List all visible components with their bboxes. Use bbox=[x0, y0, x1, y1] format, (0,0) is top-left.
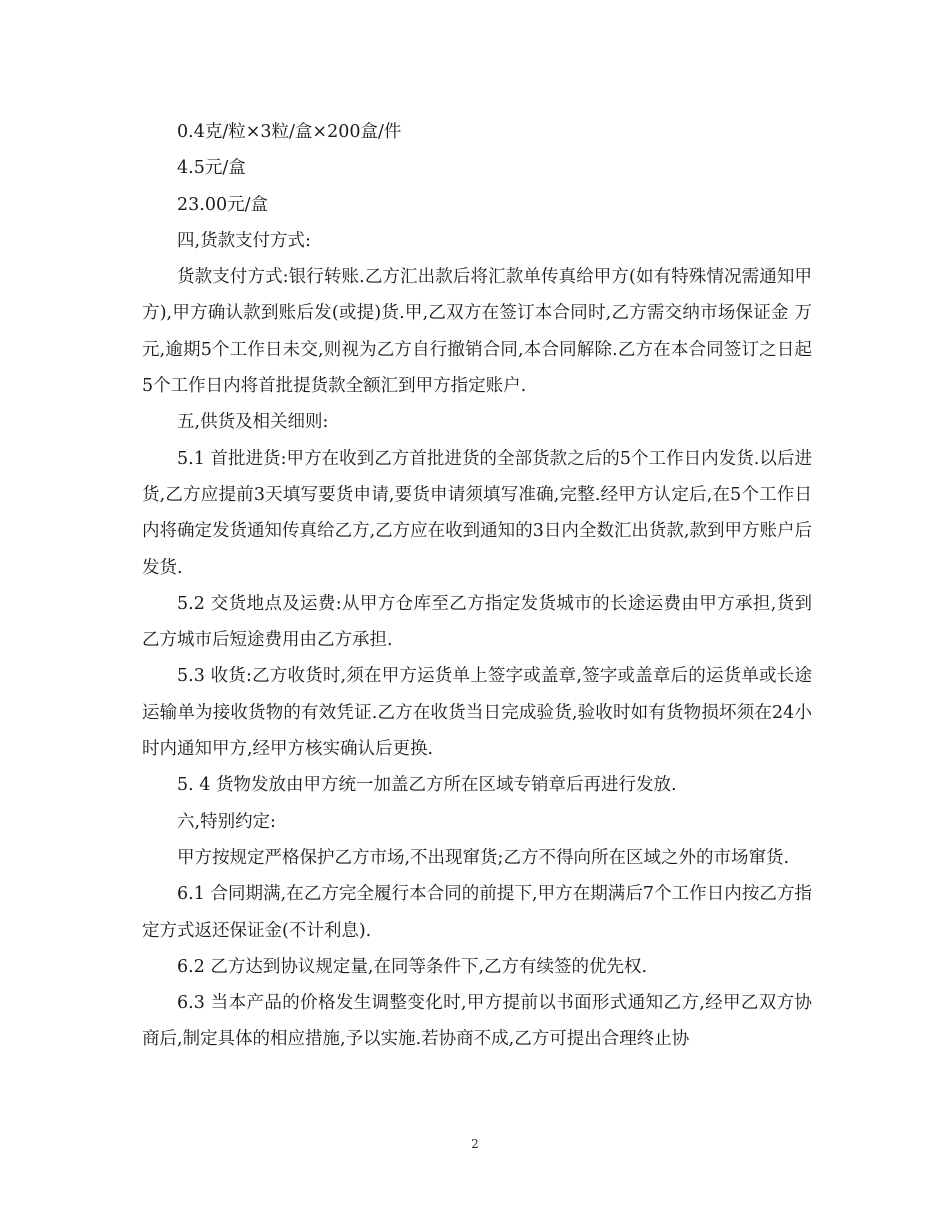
clause: 6.3 当本产品的价格发生调整变化时,甲方提前以书面形式通知乙方,经甲乙双方协商后,制定具体的相应措施,予以实施.若协商不成,乙方可提出合理终止协 bbox=[142, 993, 812, 1050]
clause: 5. 4 货物发放由甲方统一加盖乙方所在区域专销章后再进行发放. bbox=[177, 775, 677, 796]
document-body bbox=[142, 114, 812, 1058]
section-heading: 五,供货及相关细则: bbox=[177, 412, 329, 433]
page-number: 2 bbox=[471, 1137, 479, 1151]
clause: 5.2 交货地点及运费:从甲方仓库至乙方指定发货城市的长途运费由甲方承担,货到乙方城市后短途费用由乙方承担. bbox=[142, 593, 812, 651]
clause: 5.3 收货:乙方收货时,须在甲方运货单上签字或盖章,签字或盖章后的运货单或长途运输单为接收货物的有效凭证.乙方在收货当日完成验货,验收时如有货物损坏须在24小时内通知甲方,经甲方核实确认后更换. bbox=[142, 666, 812, 760]
clause: 6.1 合同期满,在乙方完全履行本合同的前提下,甲方在期满后7个工作日内按乙方指定方式返还保证金(不计利息). bbox=[142, 884, 812, 941]
spec-line: 0.4克/粒×3粒/盒×200盒/件 bbox=[177, 122, 402, 142]
clause: 6.2 乙方达到协议规定量,在同等条件下,乙方有续签的优先权. bbox=[177, 956, 648, 977]
paragraph: 甲方按规定严格保护乙方市场,不出现窜货;乙方不得向所在区域之外的市场窜货. bbox=[177, 847, 790, 868]
clause: 5.1 首批进货:甲方在收到乙方首批进货的全部货款之后的5个工作日内发货.以后进货,乙方应提前3天填写要货申请,要货申请须填写准确,完整.经甲方认定后,在5个工作日内将确定发货通知传真给乙方,乙方应在收到通知的3日内全数汇出货款,款到甲方账户后发货. bbox=[142, 448, 812, 578]
price-line: 23.00元/盒 bbox=[177, 194, 268, 215]
section-heading: 六,特别约定: bbox=[177, 811, 276, 832]
section-heading: 四,货款支付方式: bbox=[177, 230, 311, 251]
price-line: 4.5元/盒 bbox=[177, 158, 246, 179]
paragraph: 货款支付方式:银行转账.乙方汇出款后将汇款单传真给甲方(如有特殊情况需通知甲方),甲方确认款到账后发(或提)货.甲,乙双方在签订本合同时,乙方需交纳市场保证金 万元,逾期5个工作日未交,则视为乙方自行撤销合同,本合同解除.乙方在本合同签订之日起5个工作日内将首批提货款全额汇到甲方指定账户. bbox=[142, 267, 812, 397]
